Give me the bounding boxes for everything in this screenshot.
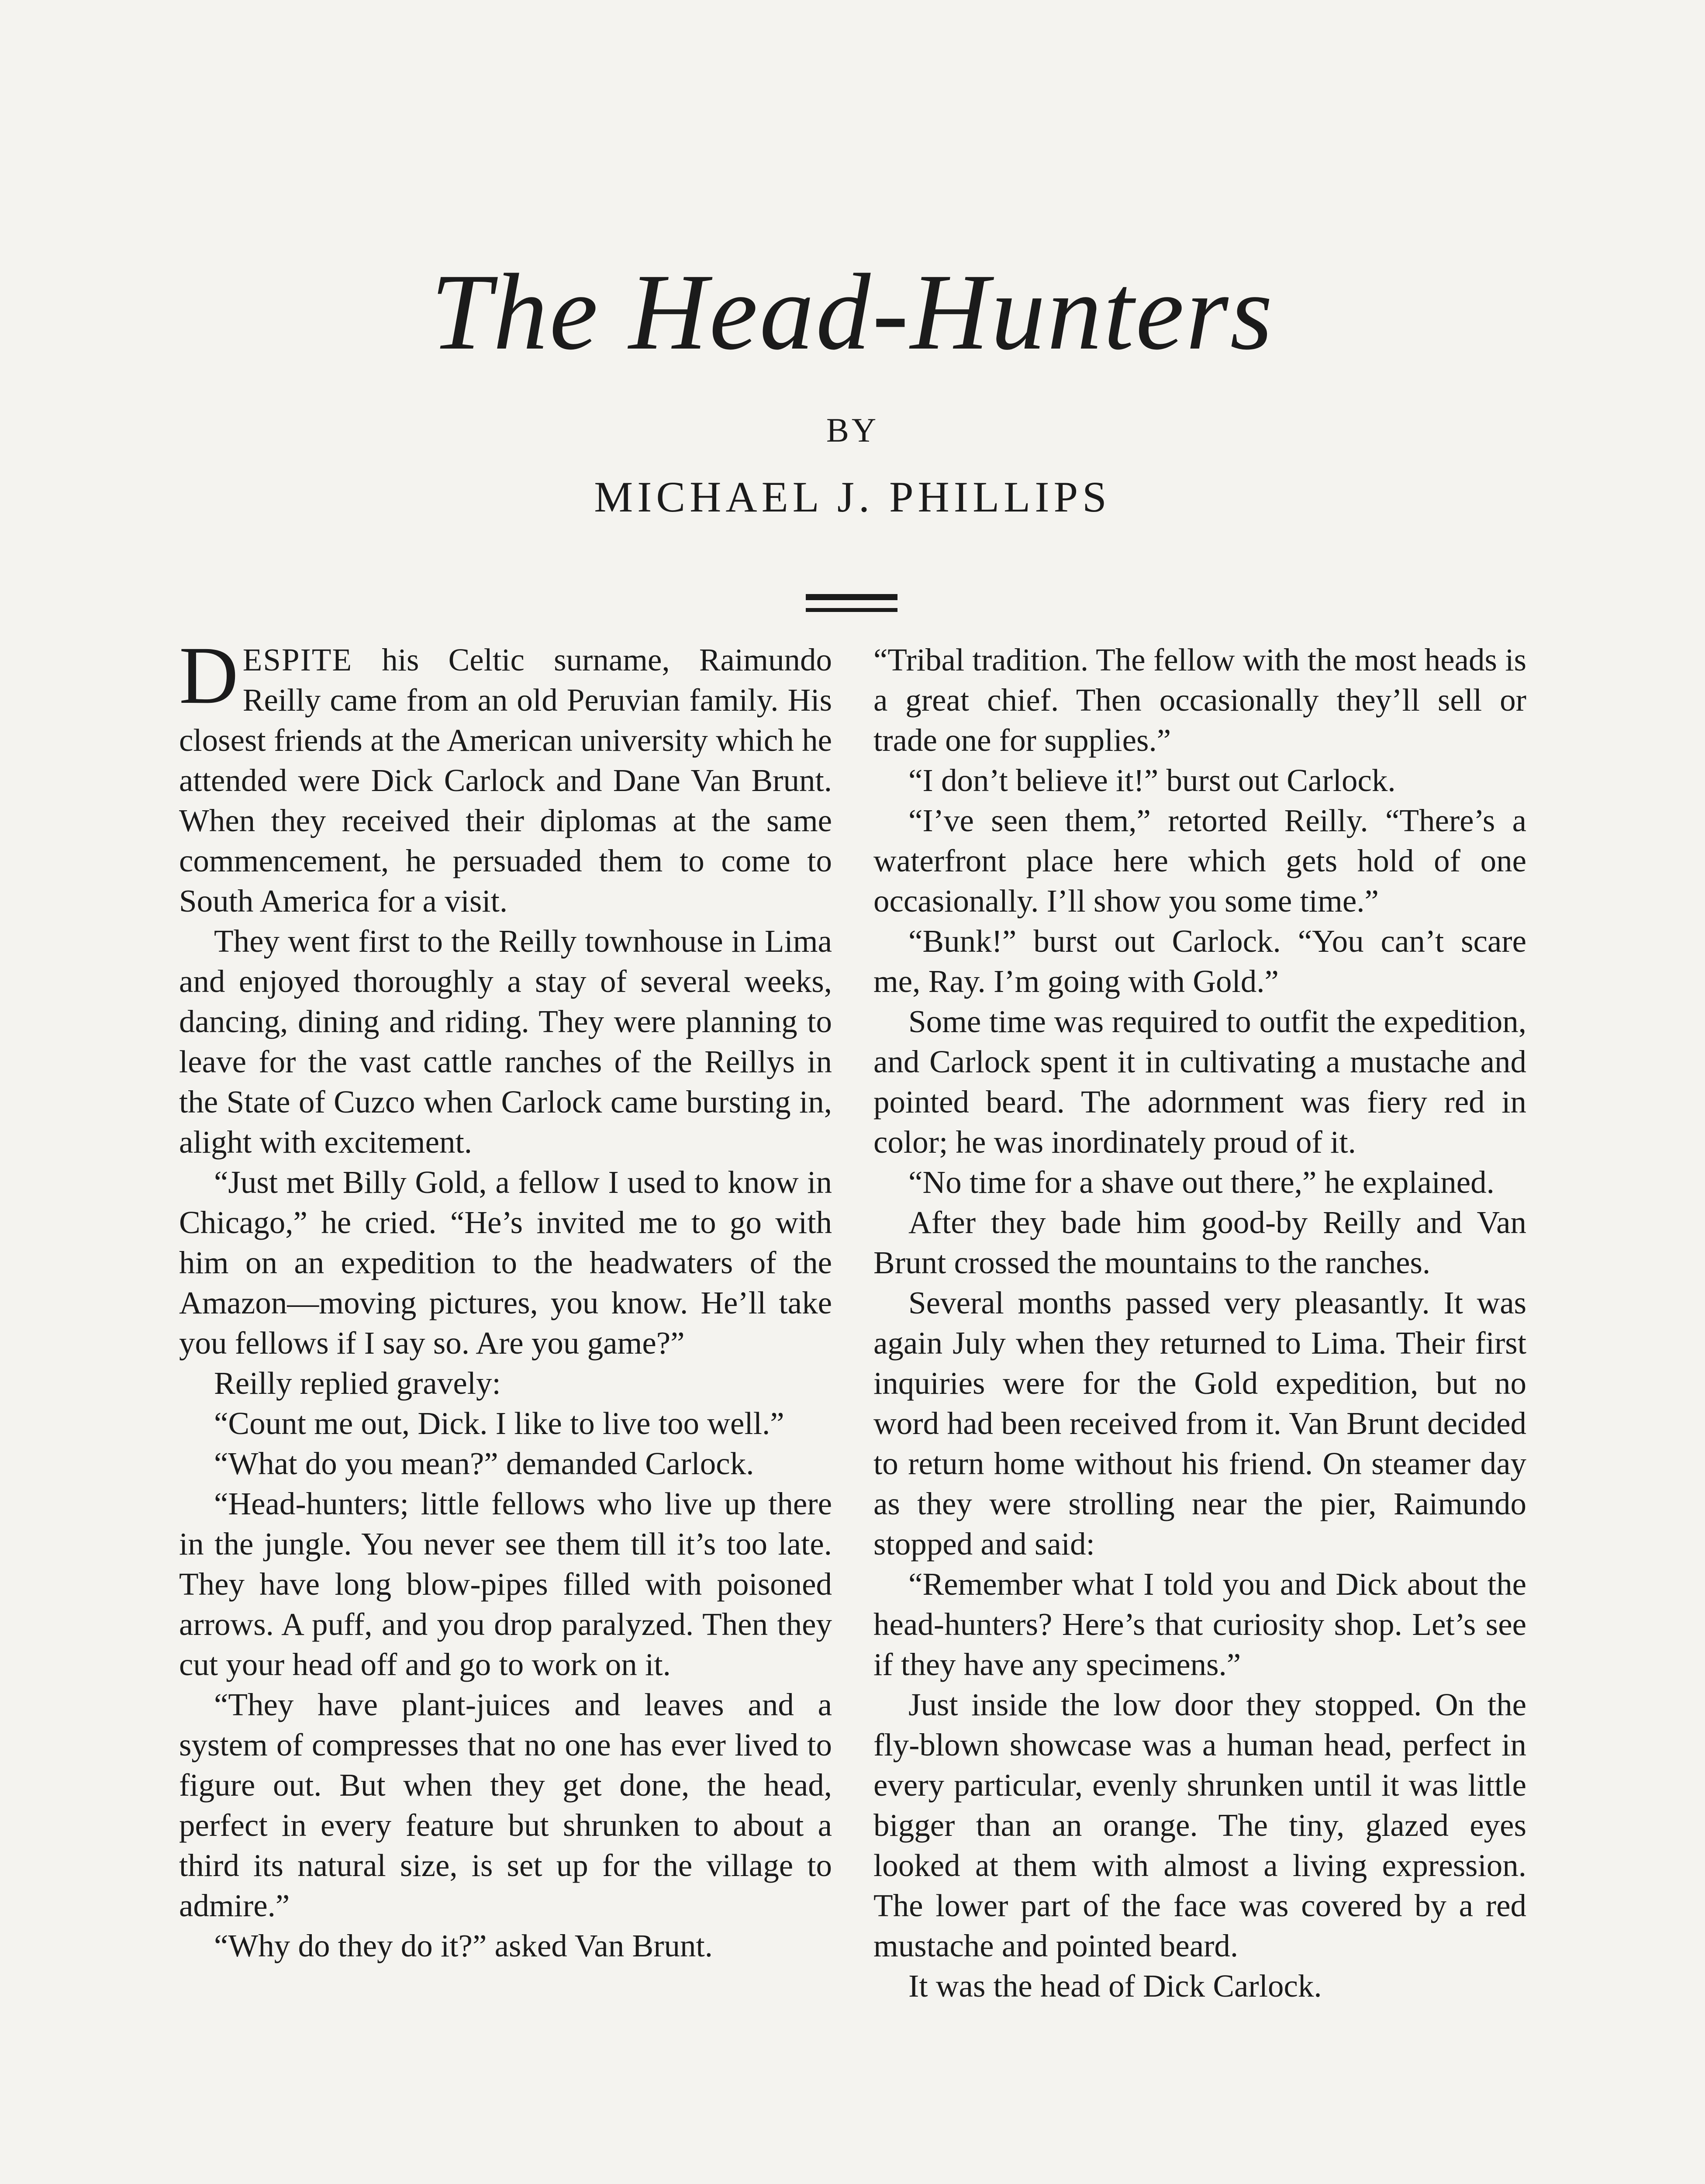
paragraph: Some time was required to outfit the expedition, and Carlock spent it in cultivating a mustache and pointed beard. The adornment was fiery red in color; he was inordinately proud of it. xyxy=(873,1004,1526,1160)
paragraph: “Bunk!” burst out Carlock. “You can’t scare me, Ray. I’m going with Gold.” xyxy=(873,923,1526,999)
title-rule-thick xyxy=(806,594,897,600)
opening-paragraph xyxy=(179,629,832,921)
paragraph: “Why do they do it?” asked Van Brunt. xyxy=(214,1928,713,1963)
paragraph: “No time for a shave out there,” he explained. xyxy=(908,1165,1494,1200)
paragraph: Reilly replied gravely: xyxy=(214,1365,501,1401)
paragraph: “Count me out, Dick. I like to live too well.” xyxy=(214,1406,784,1441)
lead-word: ESPITE xyxy=(242,642,353,677)
left-column xyxy=(179,629,832,2184)
paragraph: “Head-hunters; little fellows who live up there in the jungle. You never see them till it’s too late. They have long blow-pipes filled with poisoned arrows. A puff, and you drop paralyzed. Then they cut your head off and go to work on it. xyxy=(179,1486,832,1682)
paragraph: “I don’t believe it!” burst out Carlock. xyxy=(908,763,1396,798)
title-rule-thin xyxy=(806,608,897,612)
drop-cap: D xyxy=(179,629,238,721)
paragraph-continued: “Tribal tradition. The fellow with the most heads is a great chief. Then occasionally they’ll sell or trade one for supplies.” xyxy=(873,642,1526,758)
paragraph: “What do you mean?” demanded Carlock. xyxy=(214,1446,754,1481)
paragraph: “Remember what I told you and Dick about the head-hunters? Here’s that curiosity shop. Let’s see if they have any specimens.” xyxy=(873,1566,1526,1682)
paragraph: “Just met Billy Gold, a fellow I used to know in Chicago,” he cried. “He’s invited me to go with him on an expedition to the headwaters of the Amazon—moving pictures, you know. He’ll take you fellows if I say so. Are you game?” xyxy=(179,1165,832,1361)
paragraph: After they bade him good-by Reilly and Van Brunt crossed the mountains to the ranches. xyxy=(873,1205,1526,1280)
paragraph: They went first to the Reilly townhouse in Lima and enjoyed thoroughly a stay of several weeks, dancing, dining and riding. They were planning to leave for the vast cattle ranches of the Reillys in the State of Cuzco when Carlock came bursting in, alight with excitement. xyxy=(179,923,832,1160)
paragraph: “I’ve seen them,” retorted Reilly. “There’s a waterfront place here which gets hold of one occasionally. I’ll show you some time.” xyxy=(873,803,1526,919)
final-paragraph: It was the head of Dick Carlock. xyxy=(908,1968,1322,2004)
paragraph: Several months passed very pleasantly. It was again July when they returned to Lima. Their first inquiries were for the Gold expedition, but no word had been received from it. Van Brunt decided to return home without his friend. On steamer day as they were strolling near the pier, Raimundo stopped and said: xyxy=(873,1285,1526,1562)
paragraph: Just inside the low door they stopped. On the fly-blown showcase was a human head, perfect in every particular, evenly shrunken until it was little bigger than an orange. The tiny, glazed eyes looked at them with almost a living expression. The lower part of the face was covered by a red mustache and pointed beard. xyxy=(873,1687,1526,1963)
author-name: MICHAEL J. PHILLIPS xyxy=(594,473,1111,521)
story-title: The Head-Hunters xyxy=(431,252,1274,373)
byline: BY xyxy=(826,411,879,449)
right-column xyxy=(873,640,1526,2184)
opening-text: his Celtic surname, Raimundo Reilly came from an old Peruvian family. His closest friends at the American university which he attended were Dick Carlock and Dane Van Brunt. When they received their diplomas at the same commencement, he persuaded them to come to South America for a visit. xyxy=(179,642,832,919)
paragraph: “They have plant-juices and leaves and a system of compresses that no one has ever lived to figure out. But when they get done, the head, perfect in every feature but shrunken to about a third its natural size, is set up for the village to admire.” xyxy=(179,1687,832,1923)
